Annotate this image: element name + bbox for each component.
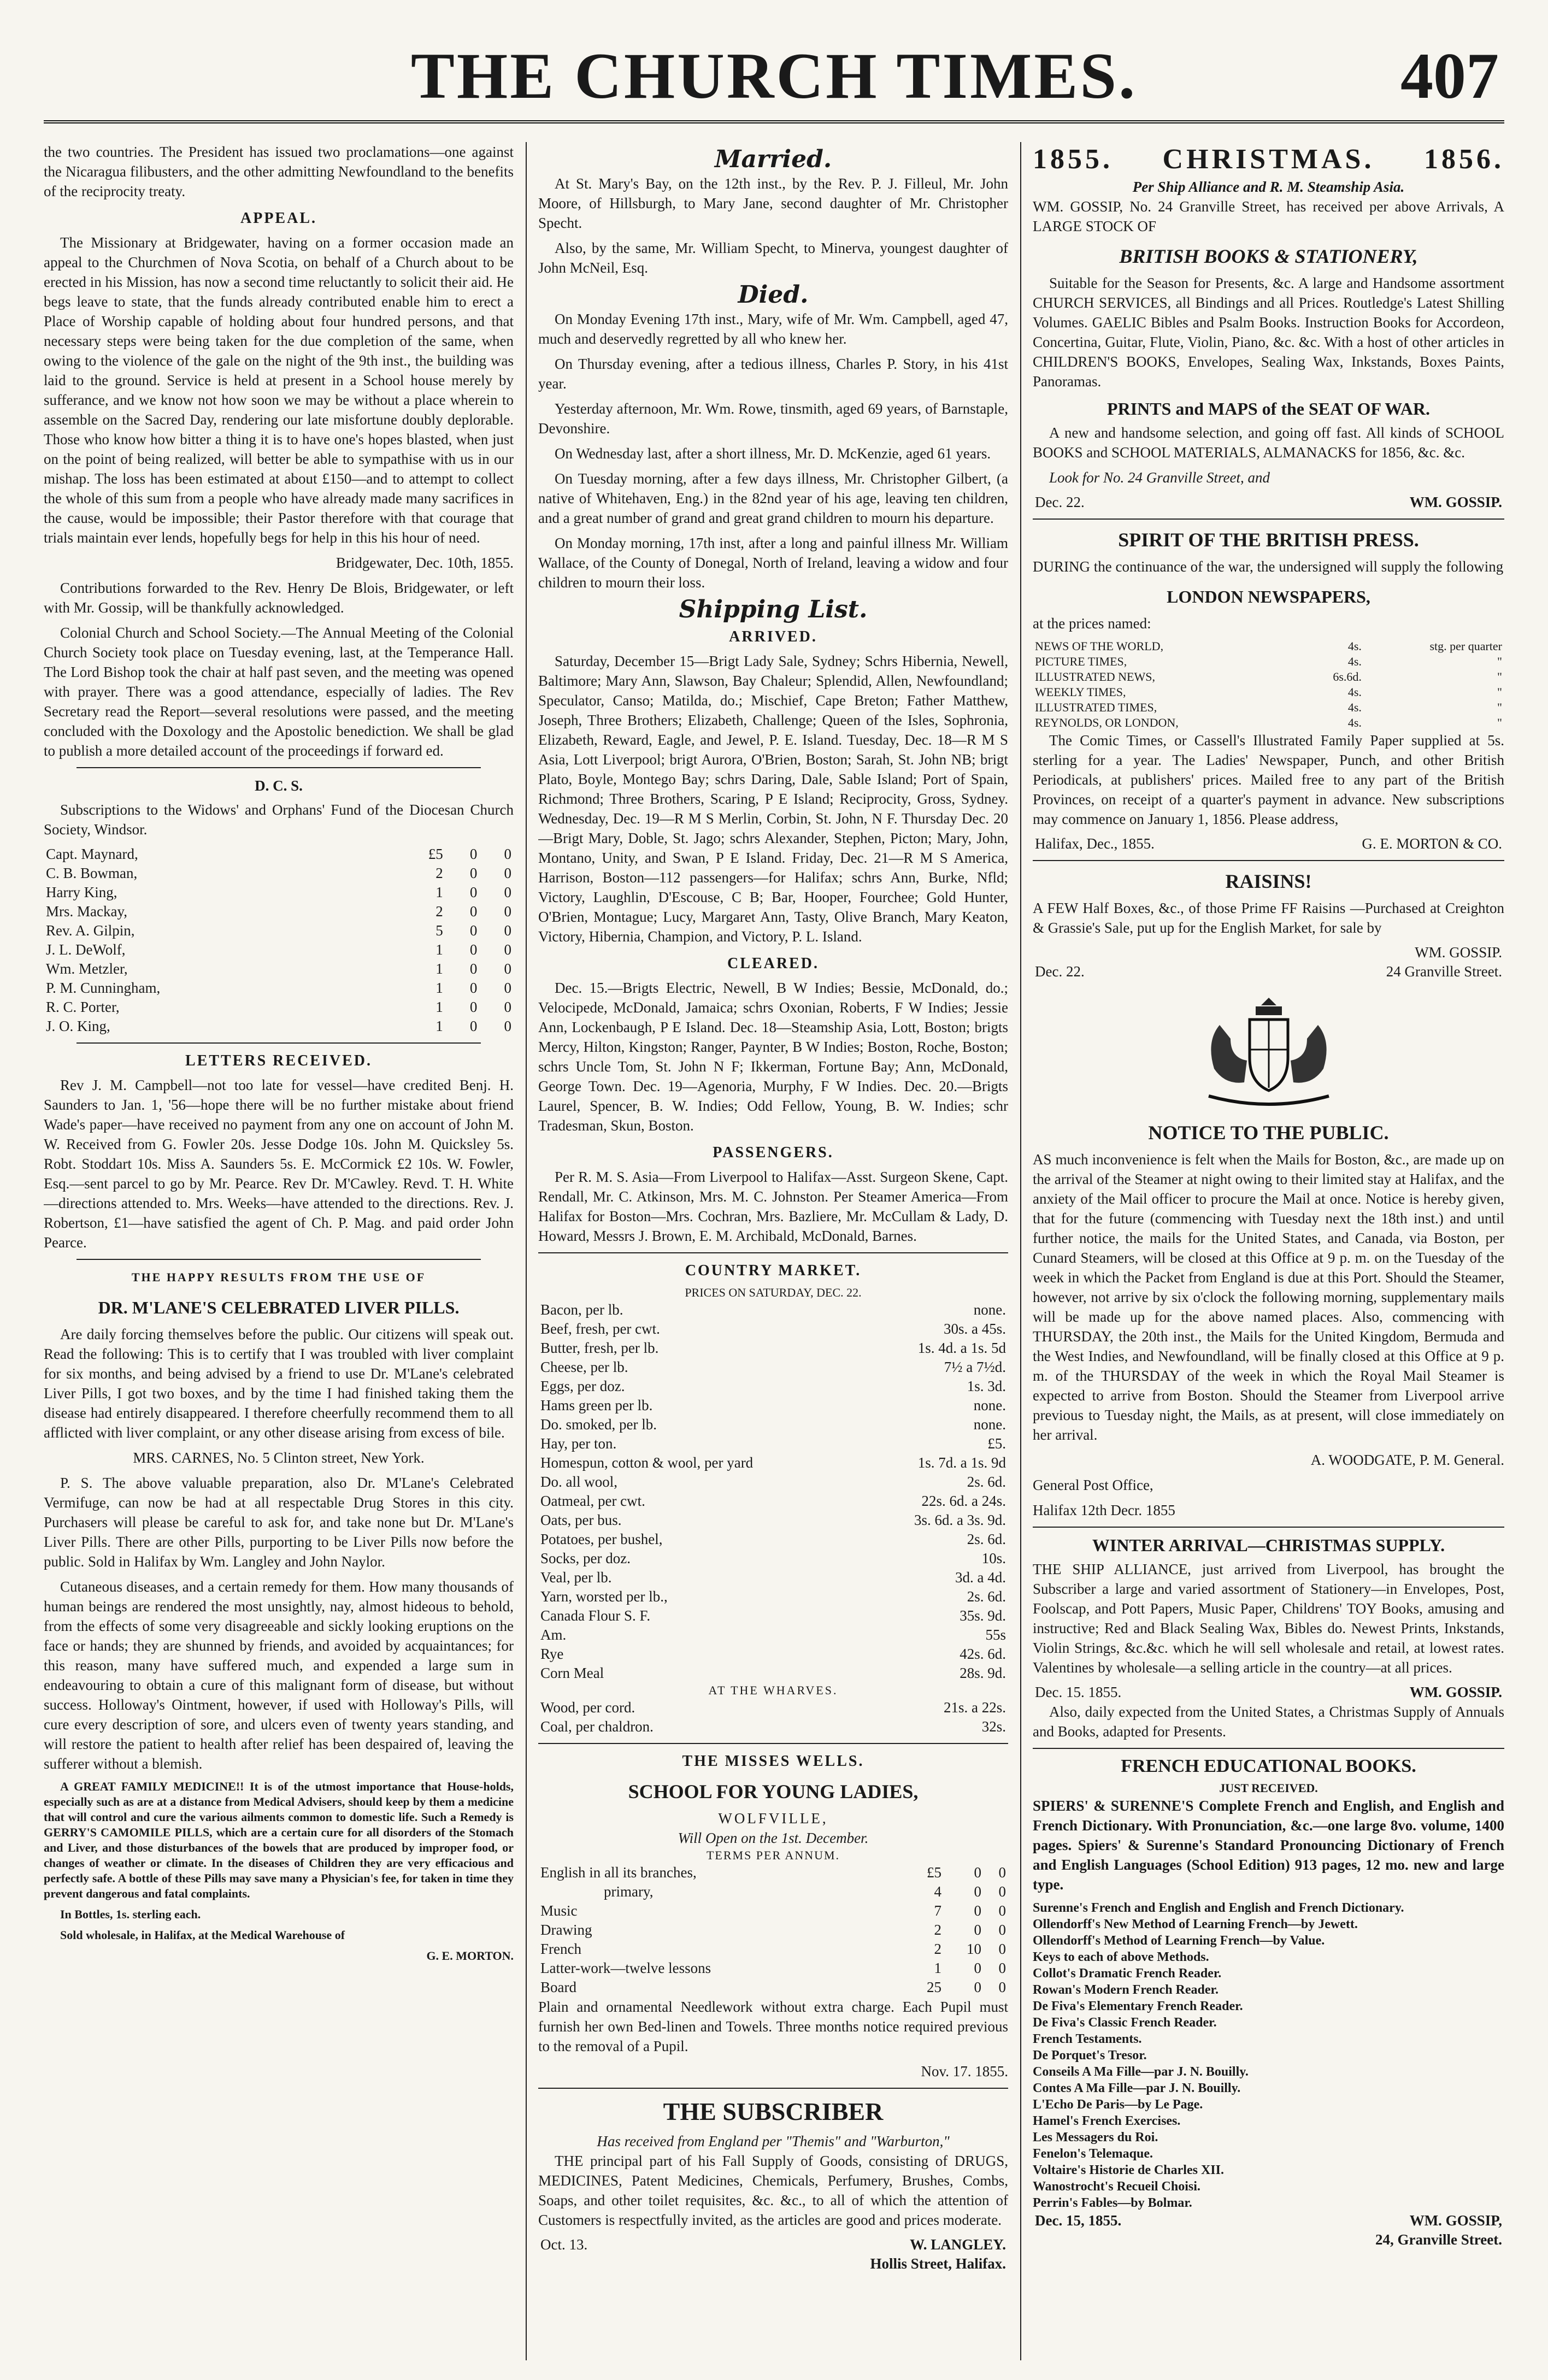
spirit-heading: SPIRIT OF THE BRITISH PRESS. (1118, 529, 1419, 551)
gossip-intro: WM. GOSSIP, No. 24 Granville Street, has received per above Arrivals, A LARGE STOCK OF (1033, 198, 1504, 234)
wharves-table (538, 1698, 1008, 1736)
cleared-text: Dec. 15.—Brigts Electric, Newell, B W Indies; Bessie, McDonald, do.; Velocipede, McDonald, Jamaica; schrs Oxonian, Roberts, F W Indies; Jessie Ann, Lockenbaugh, P E Island. Dec. 18—Steamship Asia, Lott, Boston; brigts Mercy, Hilton, Kingston; Ranger, Paynter, B W Indies; Boston, Roche, Boston; schrs Uncle Tom, St. John N F; Ikkerman, Fortune Bay; Ann, McDonald, George Town. Dec. 19—Agenoria, Murphy, F W Indies. Dec. 20.—Brigts Laurel, Spencer, B. W. Indies; Odd Fellow, Young, B. W. Indies; schr Tradesman, Skun, Boston. (538, 980, 1008, 1134)
spirit-date: Halifax, Dec., 1855. (1035, 835, 1155, 852)
table-row: J. O. King, 1 0 0 (46, 1018, 511, 1034)
school-open: Will Open on the 1st. December. (678, 1830, 869, 1846)
raisins-text: A FEW Half Boxes, &c., of those Prime FF Raisins —Purchased at Creighton & Grassie's Sale, put up for the English Market, for sale by (1033, 900, 1504, 936)
french-footer (1033, 2211, 1504, 2249)
dcs-heading: D. C. S. (255, 777, 303, 794)
table-row: C. B. Bowman, 2 0 0 (46, 865, 511, 881)
christmas-banner: 1855. CHRISTMAS. 1856. (1033, 144, 1504, 175)
arrived-text: Saturday, December 15—Brigt Lady Sale, Sydney; Schrs Hibernia, Newell, Baltimore; Mary Ann, Slawson, Bay Chaleur; Splendid, Allen, Newfoundland; Speculator, Canso; Matilda, do.; Mischief, Cape Breton; Father Matthew, Joseph, Three Brothers; Elizabeth, Challenge; Queen of the Isles, Sophronia, Elizabeth, Reward, Eagle, and Jewel, P. E. Island. Tuesday, Dec. 18—R M S Asia, Lott Liverpool; brigt Aurora, O'Brien, Boston; Sarah, St. John NB; brigt Plato, Boyle, Montego Bay; schrs Daring, Dale, Sable Island; Port of Spain, Richmond; Three Brothers, Scaring, P E Island; Reciprocity, Gross, Sydney. Wednesday, Dec. 19—R M S Merlin, Corbin, St. John, N F. Thursday Dec. 20—Brigt Mary, Doble, St. Jago; schrs Alexander, Stephen, Picton; Mary, John, Montano, Unity, and Swan, P E Island. Friday, Dec. 21—R M S America, Harrison, Boston—112 passengers—for Halifax; schrs Ann, Burke, Nfld; Victory, Laughlin, D'Escouse, C B; Bar, Hooper, Fourchee; Gold Hunter, O'Brien, Montague; Lucy, Margaret Ann, Tasty, Olive Branch, Mary Keaton, Victory, Hibernia, Champion, and Victory, P. L. Island. (538, 653, 1008, 945)
table-row: Wood, per cord. 21s. a 22s. (540, 1699, 1006, 1716)
table-row: Bacon, per lb. none. (540, 1301, 1006, 1318)
raisins-signature: WM. GOSSIP. (1415, 944, 1502, 961)
table-row: Oats, per bus. 3s. 6d. a 3s. 9d. (540, 1512, 1006, 1528)
newspaper-title: THE CHURCH TIMES. (410, 39, 1138, 112)
winter-also: Also, daily expected from the United States, a Christmas Supply of Annuals and Books, adapted for Presents. (1033, 1704, 1504, 1740)
spirit-text-2: The Comic Times, or Cassell's Illustrated Family Paper supplied at 5s. sterling for a year. The Ladies' Newspaper, Punch, and other British Periodicals, at publishers' prices. Mailed free to any part of the British Provinces, on receipt of a quarter's payment in advance. New subscriptions may commence on January 1, 1856. Please address, (1033, 732, 1504, 827)
french-signature: WM. GOSSIP, (1409, 2212, 1502, 2229)
table-row: primary, 4 0 0 (604, 1883, 1006, 1900)
winter-heading: WINTER ARRIVAL—CHRISTMAS SUPPLY. (1092, 1535, 1445, 1555)
table-row: P. M. Cunningham, 1 0 0 (46, 980, 511, 996)
french-date: Dec. 15, 1855. (1035, 2212, 1122, 2229)
table-row: Coal, per chaldron. 32s. (540, 1718, 1006, 1735)
list-item: Contes A Ma Fille—par J. N. Bouilly. (1033, 2081, 1241, 2095)
london-heading: LONDON NEWSPAPERS, (1167, 587, 1370, 606)
table-row: English in all its branches, £5 0 0 (540, 1864, 1006, 1881)
pills-signature: MRS. CARNES, No. 5 Clinton street, New York. (133, 1450, 425, 1466)
passengers-heading: PASSENGERS. (713, 1144, 834, 1161)
school-date: Nov. 17. 1855. (921, 2063, 1008, 2079)
table-row: Drawing 2 0 0 (540, 1922, 1006, 1938)
cleared-heading: CLEARED. (727, 955, 819, 972)
table-row: WEEKLY TIMES, 4s. " (1035, 685, 1502, 699)
french-heading: FRENCH EDUCATIONAL BOOKS. (1121, 1756, 1416, 1776)
news-intro: the two countries. The President has issued two proclamations—one against the Nicaragua filibusters, and the other admitting Newfoundland to the benefits of the reciprocity treaty. (44, 144, 514, 199)
table-row: Rev. A. Gilpin, 5 0 0 (46, 922, 511, 939)
newspaper-table (1033, 639, 1504, 731)
table-row: PICTURE TIMES, 4s. " (1035, 655, 1502, 668)
table-row: Potatoes, per bushel, 2s. 6d. (540, 1531, 1006, 1547)
raisins-footer (1033, 943, 1504, 981)
table-row: Butter, fresh, per lb. 1s. 4d. a 1s. 5d (540, 1340, 1006, 1356)
subscriber-subheading: Has received from England per "Themis" and "Warburton," (597, 2133, 950, 2149)
arrived-heading: ARRIVED. (729, 628, 817, 645)
list-item: Collot's Dramatic French Reader. (1033, 1966, 1222, 1981)
market-subheading: PRICES ON SATURDAY, DEC. 22. (685, 1286, 862, 1299)
table-row: Beef, fresh, per cwt. 30s. a 45s. (540, 1321, 1006, 1337)
spirit-text: DURING the continuance of the war, the undersigned will supply the following (1033, 558, 1504, 575)
subscriber-address: Hollis Street, Halifax. (870, 2255, 1006, 2272)
page-number: 407 (1400, 39, 1499, 112)
winter-text: THE SHIP ALLIANCE, just arrived from Liverpool, has brought the Subscriber a large and varied assortment of Stationery—in Envelopes, Post, Foolscap, and Pott Papers, Music Paper, Childrens' TOY Books, amusing and instructive; Red and Black Sealing Wax, Bibles do. Newest Prints, Inkstands, Violin Strings, &c.&c. which he will sell wholesale and retail, at lowest rates. Valentines by wholesale—a selling article in the country—at all prices. (1033, 1561, 1504, 1676)
table-row: Am. 55s (540, 1627, 1006, 1643)
market-heading: COUNTRY MARKET. (685, 1262, 862, 1279)
death-notice: On Monday Evening 17th inst., Mary, wife of Mr. Wm. Campbell, aged 47, much and deservedly regretted by all who knew her. (538, 311, 1008, 347)
winter-footer (1033, 1683, 1504, 1702)
table-row: Do. smoked, per lb. none. (540, 1416, 1006, 1433)
table-row: French 2 10 0 (540, 1941, 1006, 1957)
table-row: Harry King, 1 0 0 (46, 884, 511, 900)
list-item: De Porquet's Tresor. (1033, 2048, 1147, 2063)
list-item: Rowan's Modern French Reader. (1033, 1983, 1219, 1997)
gossip-stock-text-2: A new and handsome selection, and going off fast. All kinds of SCHOOL BOOKS and SCHOOL MATERIALS, ALMANACKS for 1856, &c. &c. (1033, 425, 1504, 461)
list-item: Fenelon's Telemaque. (1033, 2147, 1153, 2161)
list-item: Wanostrocht's Recueil Choisi. (1033, 2179, 1200, 2194)
french-subheading: JUST RECEIVED. (1219, 1781, 1318, 1795)
terms-heading: TERMS PER ANNUM. (706, 1848, 840, 1862)
passengers-text: Per R. M. S. Asia—From Liverpool to Halifax—Asst. Surgeon Skene, Capt. Rendall, Mr. C. Atkinson, Mrs. M. C. Johnston. Per Steamer America—From Halifax for Boston—Mrs. Cochran, Mrs. Bazliere, Mr. McCullam & Lady, D. Howard, Messrs J. Brown, E. M. Archibald, McDonald, Barnes. (538, 1169, 1008, 1244)
table-row: Oatmeal, per cwt. 22s. 6d. a 24s. (540, 1493, 1006, 1509)
subscriber-signature: W. LANGLEY. (910, 2236, 1006, 2253)
table-row: Cheese, per lb. 7½ a 7½d. (540, 1359, 1006, 1375)
colonial-society-report: Colonial Church and School Society.—The Annual Meeting of the Colonial Church Society took place on Tuesday evening, last, at the Temperance Hall. The Lord Bishop took the chair at half past seven, and the meeting was opened with prayer. There was a good attendance, especially of ladies. The Rev Secretary read the Report—several resolutions were passed, and the meeting concluded with the Doxology and the Apostolic benediction. We shall be glad to publish a more detailed account of the proceedings if forward ed. (44, 625, 514, 759)
gossip-footer (1033, 493, 1504, 512)
family-medicine-sold: Sold wholesale, in Halifax, at the Medical Warehouse of (60, 1928, 345, 1942)
gossip-look: Look for No. 24 Granville Street, and (1049, 469, 1270, 486)
notice-date: Halifax 12th Decr. 1855 (1033, 1502, 1175, 1518)
column-middle (538, 142, 1008, 2360)
french-book-list (1033, 1900, 1504, 2211)
family-medicine-price: In Bottles, 1s. sterling each. (60, 1907, 201, 1921)
winter-date: Dec. 15. 1855. (1035, 1684, 1122, 1700)
table-row: Homespun, cotton & wool, per yard 1s. 7d. a 1s. 9d (540, 1454, 1006, 1471)
column-left (44, 142, 514, 2360)
table-row: Yarn, worsted per lb., 2s. 6d. (540, 1588, 1006, 1605)
gossip-date: Dec. 22. (1035, 494, 1085, 510)
list-item: Les Messagers du Roi. (1033, 2130, 1158, 2145)
christmas-ships: Per Ship Alliance and R. M. Steamship Asia. (1132, 179, 1405, 195)
french-address: 24, Granville Street. (1375, 2231, 1502, 2248)
prints-heading: PRINTS and MAPS of the SEAT OF WAR. (1107, 399, 1430, 419)
royal-coat-of-arms-icon (1187, 987, 1351, 1112)
death-notice: On Thursday evening, after a tedious illness, Charles P. Story, in his 41st year. (538, 356, 1008, 392)
column-rule (1020, 142, 1021, 2360)
subscriber-text: THE principal part of his Fall Supply of Goods, consisting of DRUGS, MEDICINES, Patent Medicines, Chemicals, Perfumery, Brushes, Combs, Soaps, and other toilet requisites, &c. &c., to all of which the attention of Customers is respectfully invited, as the articles are good and prices moderate. (538, 2153, 1008, 2228)
list-item: Perrin's Fables—by Bolmar. (1033, 2196, 1192, 2210)
family-medicine-ad: A GREAT FAMILY MEDICINE!! It is of the utmost importance that House-holds, especially such as are at a distance from Medical Advisers, should keep by them a medicine that will control and cure the various ailments common to domestic life. Such a Remedy is GERRY'S CAMOMILE PILLS, which are a certain cure for all disorders of the Stomach and Liver, and those disturbances of the bowels that are produced by improper food, or changes of weather or climate. In the diseases of Children they are very efficacious and perfectly safe. A bottle of these Pills may save many a Physician's fee, for taken in time they prevent dangerous and fatal complaints. (44, 1780, 514, 1900)
table-row: Eggs, per doz. 1s. 3d. (540, 1378, 1006, 1394)
list-item: Voltaire's Historie de Charles XII. (1033, 2163, 1224, 2177)
table-row: Hams green per lb. none. (540, 1397, 1006, 1413)
table-row: Latter-work—twelve lessons 1 0 0 (540, 1960, 1006, 1976)
table-row: Socks, per doz. 10s. (540, 1550, 1006, 1566)
table-row: Rye 42s. 6d. (540, 1646, 1006, 1662)
letters-text: Rev J. M. Campbell—not too late for vessel—have credited Benj. H. Saunders to Jan. 1, '56—hope there will be no further mistake about friend Wade's paper—have received no payment from any one on account of John M. W. Received from G. Fowler 20s. Jesse Dodge 10s. John M. Quicksley 5s. Robt. Stoddart 10s. Miss A. Saunders 5s. E. McCormick £2 10s. W. Fowler, Esq.—sent parcel to go by Mr. Pearce. Rev Dr. M'Cawley. Revd. T. H. White—directions attended to. Mrs. Weeks—have attended to the directions. Rev. J. Robertson, £1—have satisfied the agent of Ch. P. Mag. and paid order John Pearce. (44, 1077, 514, 1251)
table-row: Mrs. Mackay, 2 0 0 (46, 903, 511, 920)
french-text: SPIERS' & SURENNE'S Complete French and English, and English and French Dictionary. With Pronunciation, &c.—one large 8vo. volume, 1400 pages. Spiers' & Surenne's Standard Pronouncing Dictionary of French and English Languages (School Edition) 913 pages, 12 mo. new and large type. (1033, 1798, 1504, 1893)
list-item: Hamel's French Exercises. (1033, 2114, 1181, 2128)
table-row: R. C. Porter, 1 0 0 (46, 999, 511, 1015)
subscription-table (44, 845, 514, 1036)
school-place: WOLFVILLE, (718, 1810, 828, 1827)
list-item: Ollendorff's New Method of Learning French—by Jewett. (1033, 1917, 1358, 1931)
married-notice: At St. Mary's Bay, on the 12th inst., by the Rev. P. J. Filleul, Mr. John Moore, of Hillsburgh, to Mary Jane, second daughter of Mr. Christopher Specht. (538, 175, 1008, 231)
gossip-signature: WM. GOSSIP. (1409, 494, 1502, 510)
dcs-intro: Subscriptions to the Widows' and Orphans' Fund of the Diocesan Church Society, Windsor. (44, 802, 514, 838)
table-row: Hay, per ton. £5. (540, 1435, 1006, 1452)
family-medicine-signature: G. E. MORTON. (426, 1949, 514, 1963)
notice-signature: A. WOODGATE, P. M. General. (1310, 1452, 1504, 1468)
subscriber-heading: THE SUBSCRIBER (663, 2098, 884, 2125)
spirit-footer (1033, 834, 1504, 853)
raisins-address: 24 Granville Street. (1386, 963, 1502, 980)
happy-results-heading: THE HAPPY RESULTS FROM THE USE OF (131, 1270, 426, 1284)
misses-wells-heading: THE MISSES WELLS. (682, 1753, 864, 1770)
letters-heading: LETTERS RECEIVED. (185, 1052, 372, 1069)
pills-heading: DR. M'LANE'S CELEBRATED LIVER PILLS. (98, 1298, 460, 1317)
table-row: Canada Flour S. F. 35s. 9d. (540, 1607, 1006, 1624)
married-notice: Also, by the same, Mr. William Specht, to Minerva, youngest daughter of John McNeil, Esq. (538, 240, 1008, 276)
table-row: ILLUSTRATED TIMES, 4s. " (1035, 700, 1502, 714)
table-row: NEWS OF THE WORLD, 4s. stg. per quarter (1035, 639, 1502, 653)
table-row: ILLUSTRATED NEWS, 6s.6d. " (1035, 670, 1502, 684)
table-row: Board 25 0 0 (540, 1979, 1006, 1995)
gossip-stock-text: Suitable for the Season for Presents, &c. A large and Handsome assortment CHURCH SERVICES, all Bindings and all Prices. Routledge's Latest Shilling Volumes. GAELIC Bibles and Psalm Books. Instruction Books for Accordeon, Concertina, Guitar, Flute, Violin, Piano, &c. &c. With a host of other articles in CHILDREN'S BOOKS, Envelopes, Sealing Wax, Inkstands, Boxes Paints, Panoramas. (1033, 275, 1504, 390)
subscriber-footer (538, 2235, 1008, 2273)
list-item: De Fiva's Classic French Reader. (1033, 2016, 1217, 2030)
table-row: Do. all wool, 2s. 6d. (540, 1474, 1006, 1490)
masthead (44, 22, 1504, 123)
notice-text: AS much inconvenience is felt when the Mails for Boston, &c., are made up on the arrival of the Steamer at night owing to their limited stay at Halifax, and the anxiety of the Mail officer to procure the Mail at once. Notice is hereby given, that for the future (commencing with Tuesday next the 18th inst.) and until further notice, the mails for the United States, and Canada, via Boston, per Cunard Steamers, will be closed at this Office at 9 p. m. on the Tuesday of the week in which the Packet from England is due at this Port. Should the Steamer, however, not arrive by six o'clock the following morning, supplementary mails will be made up for the above named places. Also, commencing with THURSDAY, the 20th inst., the Mails for the United Kingdom, Bermuda and the West Indies, and Newfoundland, will be finally closed at this Office at 9 p. m. of the THURSDAY of the week in which the Royal Mail Steamer is expected to arrive from Boston. Should the Steamer from Liverpool arrive previous to Tuesday night, the Mails, as at present, will close immediately on her arrival. (1033, 1151, 1504, 1443)
table-row: REYNOLDS, OR LONDON, 4s. " (1035, 716, 1502, 729)
british-books-heading: BRITISH BOOKS & STATIONERY, (1119, 245, 1418, 267)
subscriber-date: Oct. 13. (540, 2236, 588, 2253)
list-item: L'Echo De Paris—by Le Page. (1033, 2098, 1203, 2112)
appeal-signature: Bridgewater, Dec. 10th, 1855. (336, 555, 514, 571)
death-notice: On Wednesday last, after a short illness, Mr. D. McKenzie, aged 61 years. (555, 445, 991, 462)
list-item: De Fiva's Elementary French Reader. (1033, 1999, 1243, 2013)
list-item: Conseils A Ma Fille—par J. N. Bouilly. (1033, 2065, 1249, 2079)
list-item: French Testaments. (1033, 2032, 1142, 2046)
column-right (1033, 142, 1504, 2360)
terms-table (538, 1863, 1008, 1997)
table-row: Corn Meal 28s. 9d. (540, 1665, 1006, 1681)
winter-signature: WM. GOSSIP. (1409, 1684, 1502, 1700)
notice-heading: NOTICE TO THE PUBLIC. (1148, 1122, 1389, 1144)
raisins-heading: RAISINS! (1225, 870, 1312, 892)
died-heading: Died. (738, 281, 809, 309)
school-note: Plain and ornamental Needlework without extra charge. Each Pupil must furnish her own Bed-linen and Towels. Three months notice required previous to the removal of a Pupil. (538, 1999, 1008, 2054)
notice-office: General Post Office, (1033, 1477, 1153, 1493)
raisins-date: Dec. 22. (1035, 963, 1085, 980)
death-notice: On Monday morning, 17th inst, after a long and painful illness Mr. William Wallace, of the County of Donegal, North of Ireland, leaving a widow and four children to mourn their loss. (538, 535, 1008, 591)
table-row: Wm. Metzler, 1 0 0 (46, 961, 511, 977)
married-heading: Married. (714, 145, 832, 173)
column-rule (526, 142, 527, 2360)
table-row: J. L. DeWolf, 1 0 0 (46, 941, 511, 958)
wharves-heading: AT THE WHARVES. (708, 1683, 838, 1697)
appeal-text: The Missionary at Bridgewater, having on a former occasion made an appeal to the Churchmen of Nova Scotia, on behalf of a Church about to be erected in his Mission, has now a second time reluctantly to solicit their aid. He begs leave to state, that the funds already contributed enable him to erect a Place of Worship capable of holding about four hundred persons, and that necessary steps were being taken for the due completion of the same, when owing to the violence of the gale on the night of the 9th inst., the building was laid to the ground. Service is held at present in a School house merely by sufferance, and we know not how soon we may be without a place wherein to assemble on the Sacred Day, rendering our late misfortune doubly deplorable. Those who know how bitter a thing it is to have one's hopes blasted, when just on the point of being realized, will better be able to sympathise with us in our mishap. The loss has been estimated at about £150—and to attempt to collect the whole of this sum from a people who have already made many sacrifices in the cause, would be impossible; their Pastor therefore with that courage that trials maintain ever lends, hopefully begs for help in this his hour of need. (44, 234, 514, 546)
list-item: Ollendorff's Method of Learning French—by Value. (1033, 1934, 1325, 1948)
list-item: Keys to each of above Methods. (1033, 1950, 1209, 1964)
cutaneous-ad: Cutaneous diseases, and a certain remedy for them. How many thousands of human beings are rendered the most unsightly, nay, almost hideous to behold, from the effects of some very disagreeable and sickly looking eruptions on the face or hands; they are shunned by friends, and avoided by acquaintances; for this reason, many have suffered much, and expended a large sum in endeavouring to obtain a cure of this malignant form of disease, but without success. Holloway's Ointment, however, if used with Holloway's Pills, will cure every description of sore, and ulcers even of twenty years standing, and will restore the patient to health after relief has been despaired of, leaving the sufferer without a blemish. (44, 1578, 514, 1772)
table-row: Music 7 0 0 (540, 1902, 1006, 1919)
appeal-heading: APPEAL. (240, 210, 317, 227)
spirit-prices-label: at the prices named: (1033, 615, 1151, 632)
table-row: Veal, per lb. 3d. a 4d. (540, 1569, 1006, 1586)
pills-postscript: P. S. The above valuable preparation, also Dr. M'Lane's Celebrated Vermifuge, can now be had at all respectable Drug Stores in this city. Purchasers will please be careful to ask for, and take none but Dr. M'Lane's Liver Pills. There are other Pills, purporting to be Liver Pills now before the public. Sold in Halifax by Wm. Langley and John Naylor. (44, 1475, 514, 1570)
shipping-heading: Shipping List. (679, 596, 868, 623)
contributions-note: Contributions forwarded to the Rev. Henry De Blois, Bridgewater, or left with Mr. Gossip, will be thankfully acknowledged. (44, 580, 514, 616)
death-notice: Yesterday afternoon, Mr. Wm. Rowe, tinsmith, aged 69 years, of Barnstaple, Devonshire. (538, 400, 1008, 437)
death-notice: On Tuesday morning, after a few days illness, Mr. Christopher Gilbert, (a native of Whitehaven, Eng.) in the 82nd year of his age, leaving ten children, and a great number of grand and great grand children to mourn his departure. (538, 470, 1008, 526)
table-row: Capt. Maynard, £5 0 0 (46, 846, 511, 862)
market-table (538, 1300, 1008, 1683)
list-item: Surenne's French and English and English and French Dictionary. (1033, 1901, 1404, 1915)
school-heading: SCHOOL FOR YOUNG LADIES, (628, 1781, 919, 1802)
spirit-signature: G. E. MORTON & CO. (1362, 835, 1502, 852)
pills-text: Are daily forcing themselves before the public. Our citizens will speak out. Read the following: This is to certify that I was troubled with liver complaint for six months, and being advised by a friend to use Dr. M'Lane's celebrated Liver Pills, I got two boxes, and by the time I had finished taking them the disease had entirely disappeared. I therefore cheerfully recommend them to all afflicted with liver complaint, or any other disease arising from excess of bile. (44, 1326, 514, 1441)
